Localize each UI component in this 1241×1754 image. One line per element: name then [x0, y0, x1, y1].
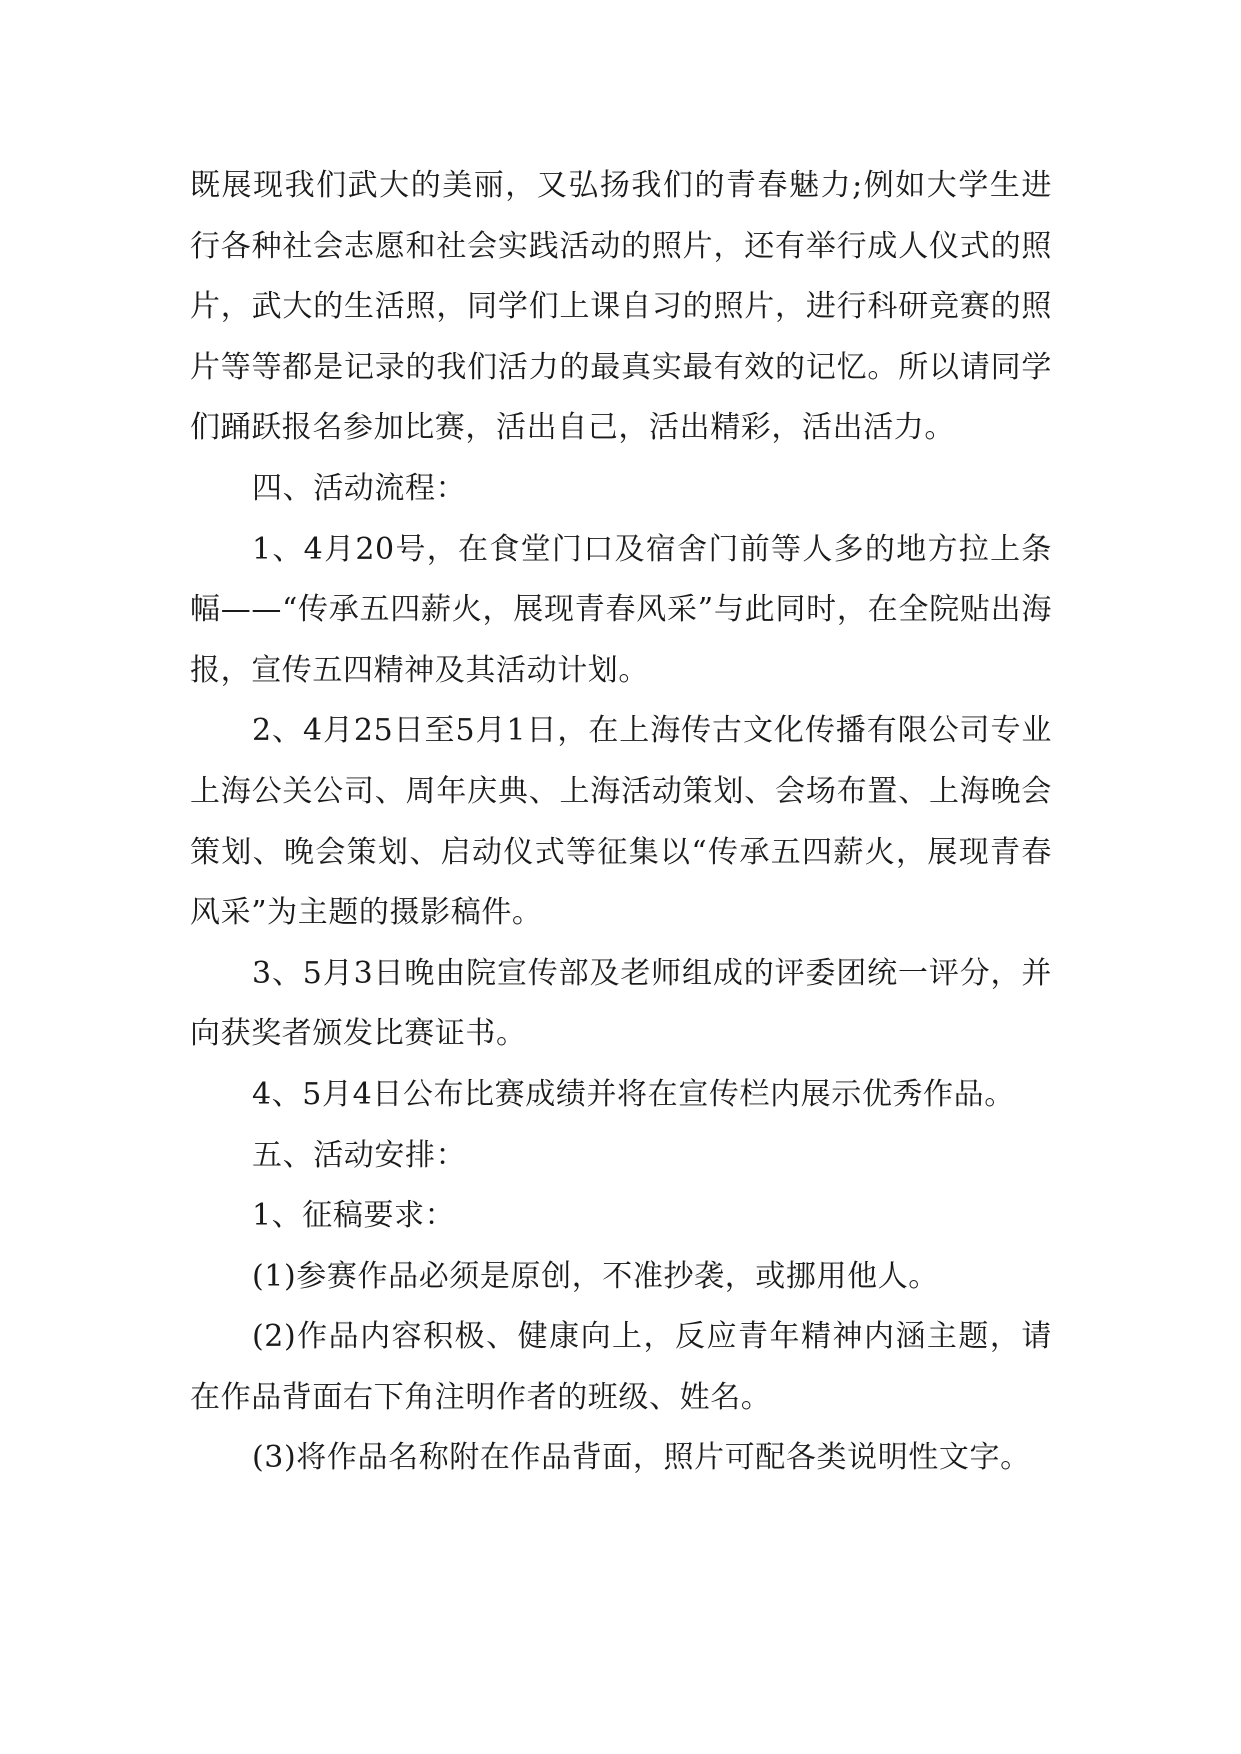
paragraph-intro-continued: 既展现我们武大的美丽，又弘扬我们的青春魅力;例如大学生进行各种社会志愿和社会实践活动的照片，还有举行成人仪式的照片，武大的生活照，同学们上课自习的照片，进行科研竞赛的照片等等都是记录的我们活力的最真实最有效的记忆。所以请同学们踊跃报名参加比赛，活出自己，活出精彩，活出活力。 — [190, 168, 1052, 446]
document-body — [190, 156, 1052, 1489]
paragraph-process-step-1: 1、4月20号，在食堂门口及宿舍门前等人多的地方拉上条幅——“传承五四薪火，展现青春风采”与此同时，在全院贴出海报，宣传五四精神及其活动计划。 — [190, 531, 1052, 688]
requirement-item-2: (2)作品内容积极、健康向上，反应青年精神内涵主题，请在作品背面右下角注明作者的班级、姓名。 — [190, 1319, 1052, 1415]
requirement-item-3: (3)将作品名称附在作品背面，照片可配各类说明性文字。 — [252, 1440, 1031, 1476]
heading-activity-arrangement: 五、活动安排： — [252, 1137, 467, 1173]
paragraph-process-step-2: 2、4月25日至5月1日，在上海传古文化传播有限公司专业上海公关公司、周年庆典、上海活动策划、会场布置、上海晚会策划、晚会策划、启动仪式等征集以“传承五四薪火，展现青春风采”为主题的摄影稿件。 — [190, 713, 1052, 931]
requirement-item-1: (1)参赛作品必须是原创，不准抄袭，或挪用他人。 — [252, 1258, 939, 1294]
subheading-submission-requirements: 1、征稿要求： — [252, 1198, 456, 1234]
paragraph-process-step-3: 3、5月3日晚由院宣传部及老师组成的评委团统一评分，并向获奖者颁发比赛证书。 — [190, 955, 1052, 1052]
heading-activity-process: 四、活动流程： — [252, 470, 467, 506]
paragraph-process-step-4: 4、5月4日公布比赛成绩并将在宣传栏内展示优秀作品。 — [252, 1076, 1015, 1112]
